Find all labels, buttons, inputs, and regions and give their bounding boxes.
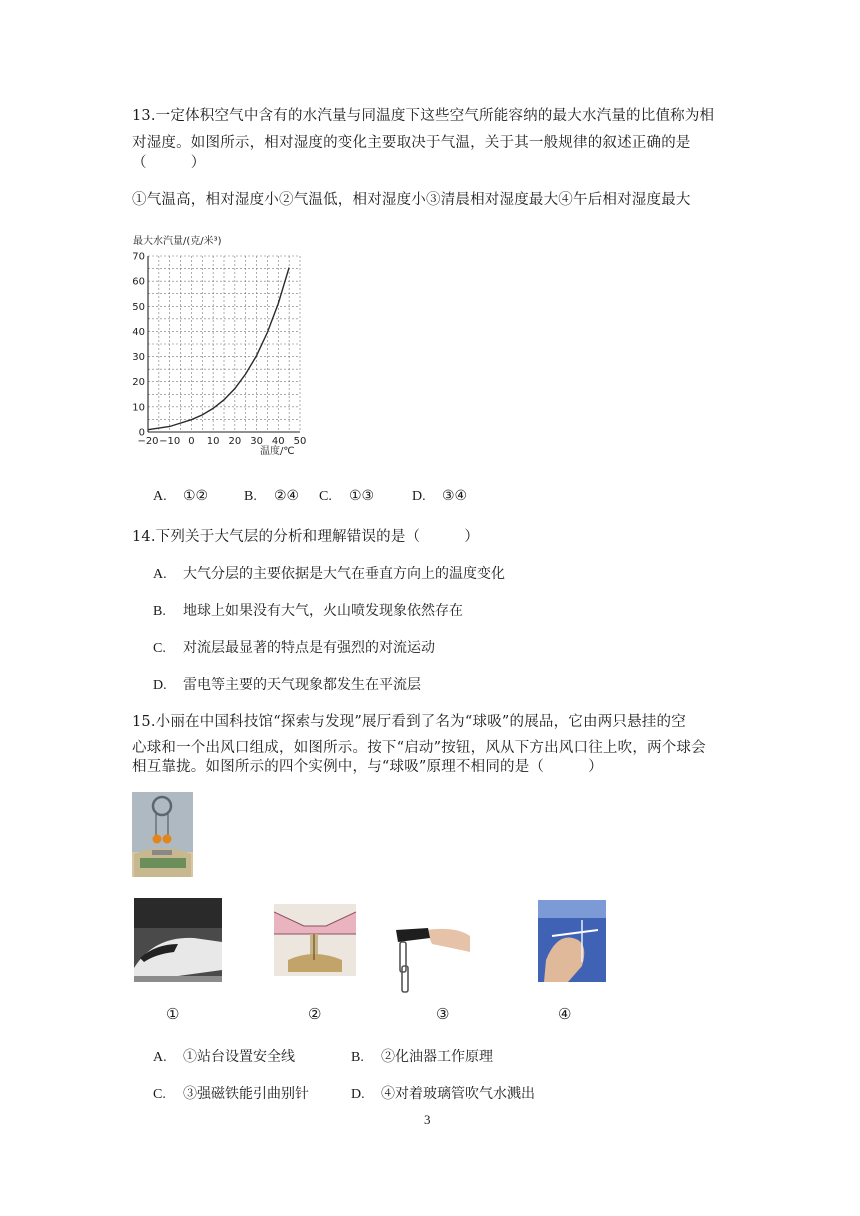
- q14-option-c-label: C.: [153, 641, 166, 656]
- q15-stem-line3: 相互靠拢。如图所示的四个实例中，与“球吸”原理不相同的是（ ）: [132, 759, 603, 775]
- chart-x-tick-label: 40: [271, 436, 285, 447]
- q15-option-d-label: D.: [351, 1087, 365, 1102]
- chart-y-tick-label: 30: [132, 352, 145, 364]
- q14-option-c[interactable]: [153, 637, 435, 657]
- chart-x-tick-label: 30: [250, 436, 263, 447]
- q15-option-c[interactable]: [153, 1083, 309, 1103]
- q13-stem-line2: 对湿度。如图所示，相对湿度的变化主要取决于气温，关于其一般规律的叙述正确的是: [132, 135, 691, 151]
- q14-option-c-text: 对流层最显著的特点是有强烈的对流运动: [183, 640, 435, 656]
- photo-caption-3: ③: [436, 1005, 450, 1023]
- chart-ylabel: 最大水汽量/(克/米³): [133, 236, 222, 247]
- q13-stem-line1: 13.一定体积空气中含有的水汽量与同温度下这些空气所能容纳的最大水汽量的比值称为相: [132, 108, 715, 124]
- page-number: 3: [424, 1112, 431, 1127]
- chart-xlabel: 温度/℃: [260, 446, 295, 457]
- photo-caption-4: ④: [558, 1005, 572, 1023]
- q13-option-b[interactable]: [244, 488, 299, 505]
- q15-option-a-text: ①站台设置安全线: [183, 1049, 295, 1065]
- q13-option-a[interactable]: [153, 488, 208, 505]
- q15-option-c-label: C.: [153, 1087, 166, 1102]
- q13-option-a-text: ①②: [183, 488, 209, 504]
- q13-statements: ①气温高，相对湿度小②气温低，相对湿度小③清晨相对湿度最大④午后相对湿度最大: [132, 192, 691, 208]
- q15-option-b-label: B.: [351, 1050, 364, 1065]
- high-speed-train-photo: [134, 898, 222, 982]
- q13-option-d[interactable]: [412, 488, 467, 505]
- q13-option-c[interactable]: [319, 488, 374, 505]
- q13-option-a-label: A.: [153, 489, 167, 504]
- q15-stem-line1: 15.小丽在中国科技馆“探索与发现”展厅看到了名为“球吸”的展品，它由两只悬挂的空: [132, 714, 686, 730]
- q14-option-b-label: B.: [153, 604, 166, 619]
- carburetor-diagram-photo: [274, 904, 356, 976]
- q14-option-a-text: 大气分层的主要依据是大气在垂直方向上的温度变化: [183, 566, 505, 582]
- q13-option-d-label: D.: [412, 489, 426, 504]
- ball-suction-exhibit-photo: [132, 792, 193, 877]
- q13-option-d-text: ③④: [442, 488, 468, 504]
- q15-stem-line2: 心球和一个出风口组成，如图所示。按下“启动”按钮，风从下方出风口往上吹，两个球会: [132, 740, 706, 756]
- chart-x-tick-label: 10: [206, 436, 220, 447]
- chart-y-tick-label: 50: [132, 301, 145, 313]
- chart-x-tick-label: 50: [293, 436, 307, 447]
- chart-x-tick-label: −10: [159, 436, 181, 447]
- q13-stem-line3: （ ）: [132, 155, 206, 171]
- q14-option-b[interactable]: [153, 600, 463, 620]
- q14-option-b-text: 地球上如果没有大气，火山喷发现象依然存在: [183, 603, 463, 619]
- q14-option-d-text: 雷电等主要的天气现象都发生在平流层: [183, 677, 421, 693]
- chart-x-tick-label: 20: [228, 436, 242, 447]
- humidity-chart: [128, 230, 328, 462]
- photo-caption-1: ①: [166, 1005, 180, 1023]
- q15-option-a[interactable]: [153, 1046, 295, 1066]
- chart-y-tick-label: 60: [132, 276, 145, 288]
- chart-y-tick-label: 0: [138, 427, 145, 439]
- magnet-paperclip-photo: [386, 922, 470, 998]
- q14-option-a-label: A.: [153, 567, 167, 582]
- chart-y-tick-label: 10: [132, 402, 145, 414]
- chart-x-tick-label: −20: [137, 436, 159, 447]
- q13-option-b-label: B.: [244, 489, 257, 504]
- chart-y-tick-label: 40: [132, 326, 145, 338]
- q14-option-d[interactable]: [153, 674, 421, 694]
- q13-option-c-label: C.: [319, 489, 332, 504]
- q13-option-b-text: ②④: [274, 488, 300, 504]
- chart-series-line: [148, 268, 289, 430]
- chart-y-tick-label: 70: [132, 251, 145, 263]
- blowing-glass-tube-photo: [538, 900, 606, 982]
- q15-option-c-text: ③强磁铁能引曲别针: [183, 1086, 309, 1102]
- q15-option-d-text: ④对着玻璃管吹气水溅出: [381, 1086, 535, 1102]
- q15-option-b-text: ②化油器工作原理: [381, 1049, 493, 1065]
- q14-option-a[interactable]: [153, 563, 505, 583]
- q15-option-a-label: A.: [153, 1050, 167, 1065]
- chart-x-tick-label: 0: [188, 436, 195, 447]
- q15-option-b[interactable]: [351, 1046, 493, 1066]
- photo-caption-2: ②: [308, 1005, 322, 1023]
- chart-y-tick-label: 20: [132, 377, 145, 389]
- q15-option-d[interactable]: [351, 1083, 535, 1103]
- q14-stem: 14.下列关于大气层的分析和理解错误的是（ ）: [132, 529, 480, 545]
- q14-option-d-label: D.: [153, 678, 167, 693]
- q13-option-c-text: ①③: [349, 488, 375, 504]
